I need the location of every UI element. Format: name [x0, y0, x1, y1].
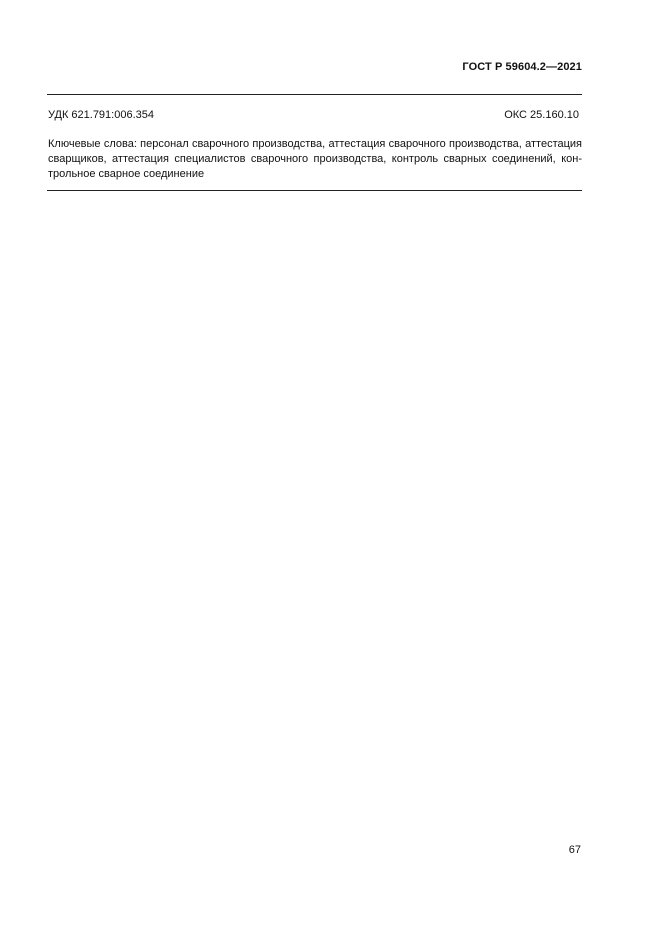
- oks-code: ОКС 25.160.10: [504, 109, 579, 121]
- page-number: 67: [568, 844, 581, 856]
- top-divider: [47, 94, 582, 95]
- udc-code: УДК 621.791:006.354: [48, 109, 154, 121]
- bottom-divider: [47, 190, 582, 191]
- keywords-paragraph: Ключевые слова: персонал сварочного производства, аттестация сварочного производства, аттестация сварщиков, аттестация специалистов сварочного производства, контроль сварных соединений, контрольное сварное соединение: [48, 138, 582, 180]
- document-code: ГОСТ Р 59604.2—2021: [462, 61, 582, 73]
